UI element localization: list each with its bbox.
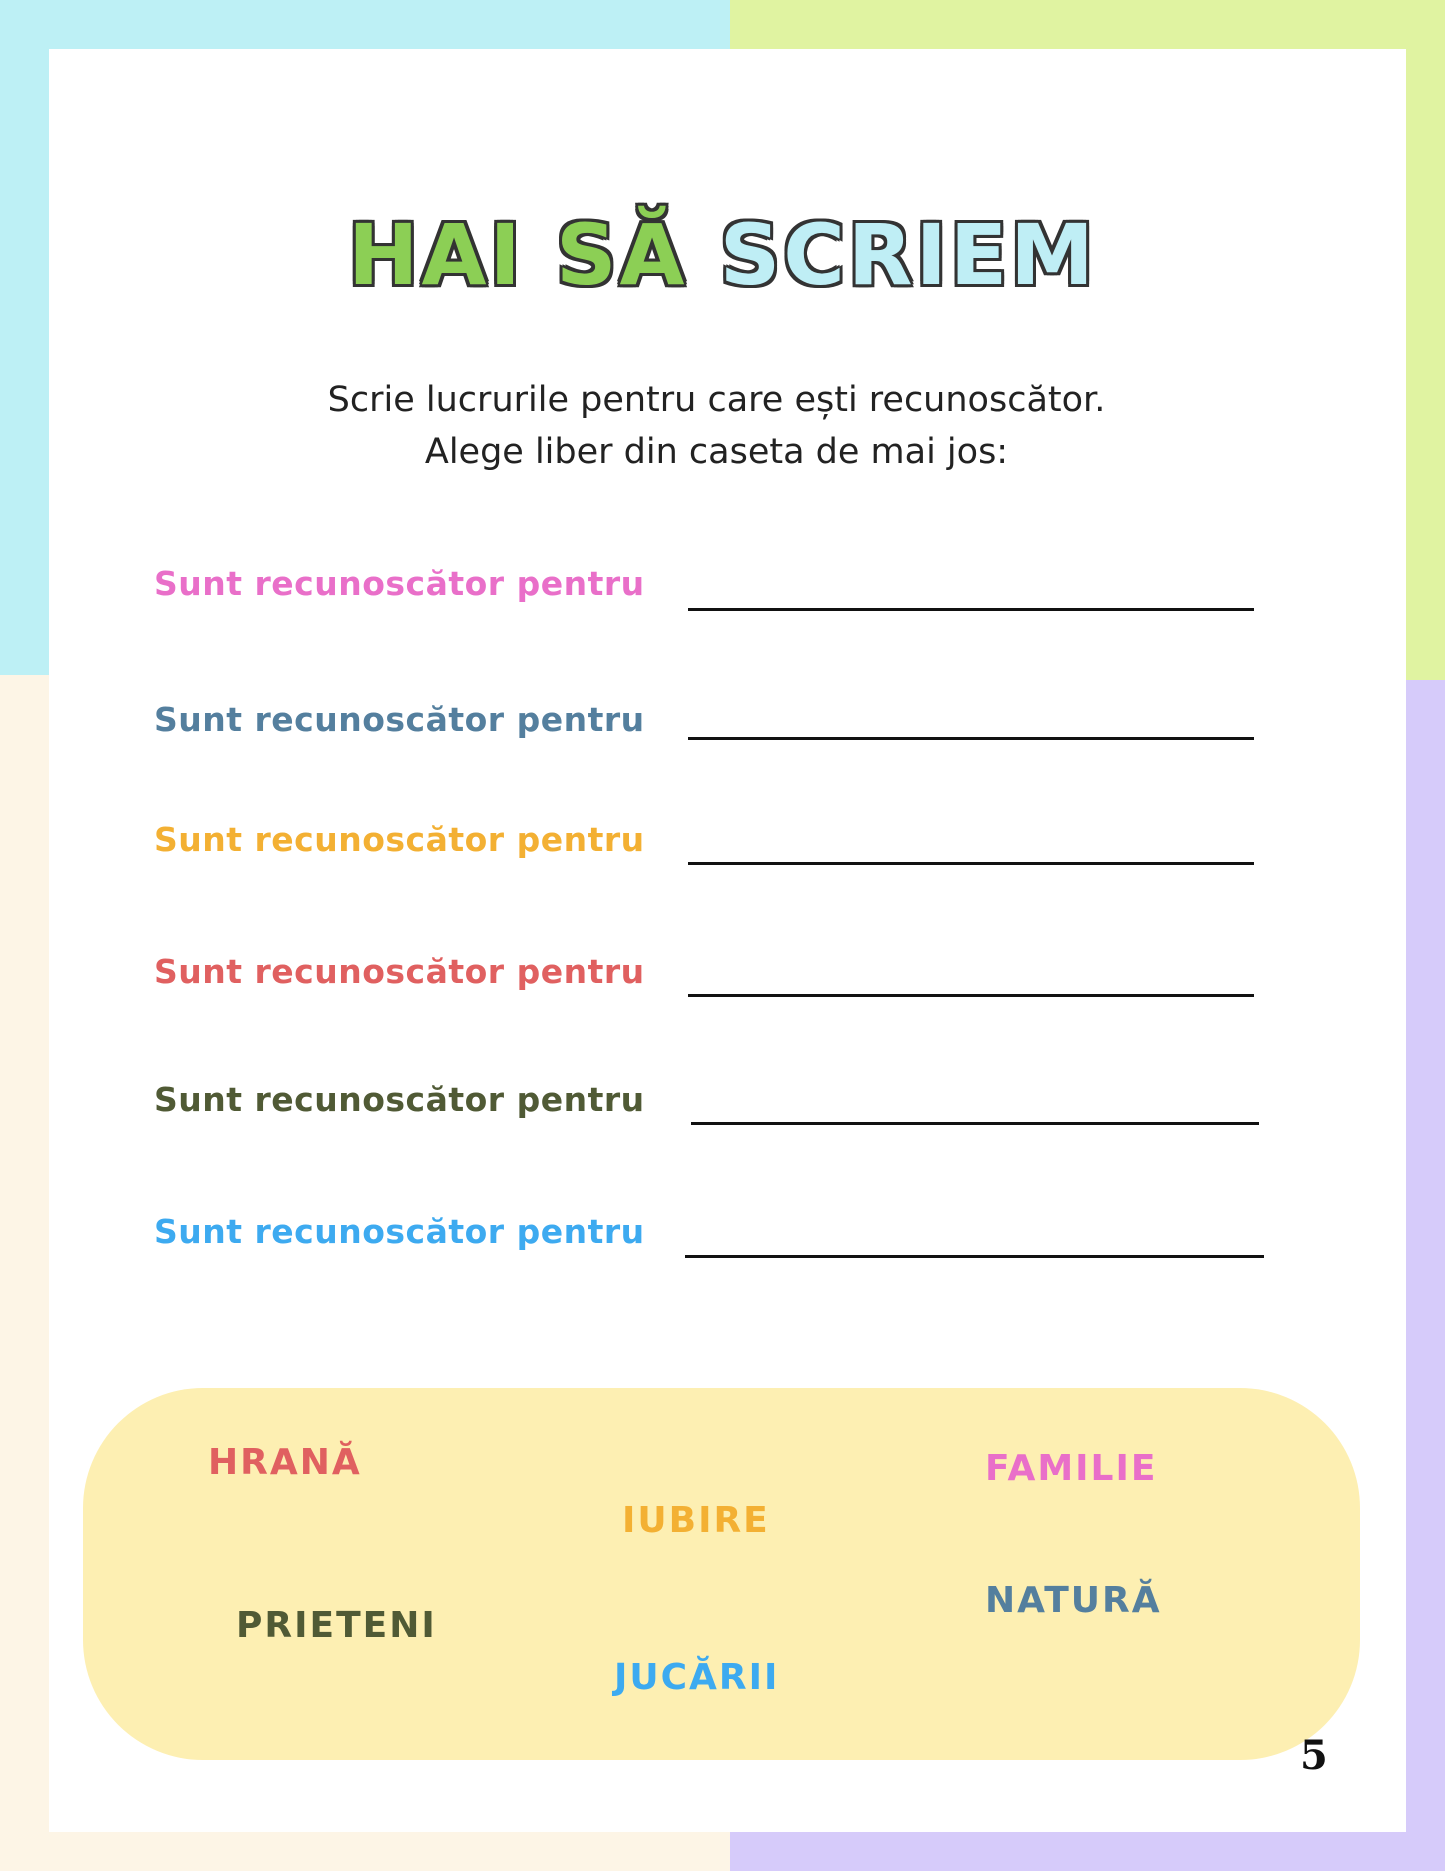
write-line-5[interactable] xyxy=(691,1122,1259,1125)
page-number: 5 xyxy=(1300,1732,1328,1779)
word-prieteni: PRIETENI xyxy=(236,1605,437,1646)
page-title xyxy=(0,205,1445,305)
instruction-line-2: Alege liber din caseta de mai jos: xyxy=(424,432,1009,472)
row-label-2: Sunt recunoscător pentru xyxy=(154,700,645,739)
title-part-2: SCRIEM xyxy=(719,206,1097,304)
word-jucarii: JUCĂRII xyxy=(614,1657,780,1698)
word-hrana: HRANĂ xyxy=(208,1442,362,1483)
write-line-3[interactable] xyxy=(688,862,1254,865)
row-label-4: Sunt recunoscător pentru xyxy=(154,952,645,991)
row-label-3: Sunt recunoscător pentru xyxy=(154,820,645,859)
title-part-1: HAI SĂ xyxy=(348,206,688,304)
write-line-4[interactable] xyxy=(688,994,1254,997)
row-label-6: Sunt recunoscător pentru xyxy=(154,1212,645,1251)
word-iubire: IUBIRE xyxy=(622,1500,770,1541)
instruction-line-1: Scrie lucrurile pentru care ești recunoscător. xyxy=(327,380,1106,420)
row-label-1: Sunt recunoscător pentru xyxy=(154,564,645,603)
write-line-6[interactable] xyxy=(685,1255,1264,1258)
row-label-5: Sunt recunoscător pentru xyxy=(154,1080,645,1119)
word-natura: NATURĂ xyxy=(985,1580,1162,1621)
write-line-2[interactable] xyxy=(688,737,1254,740)
word-familie: FAMILIE xyxy=(985,1448,1158,1489)
write-line-1[interactable] xyxy=(688,608,1254,611)
